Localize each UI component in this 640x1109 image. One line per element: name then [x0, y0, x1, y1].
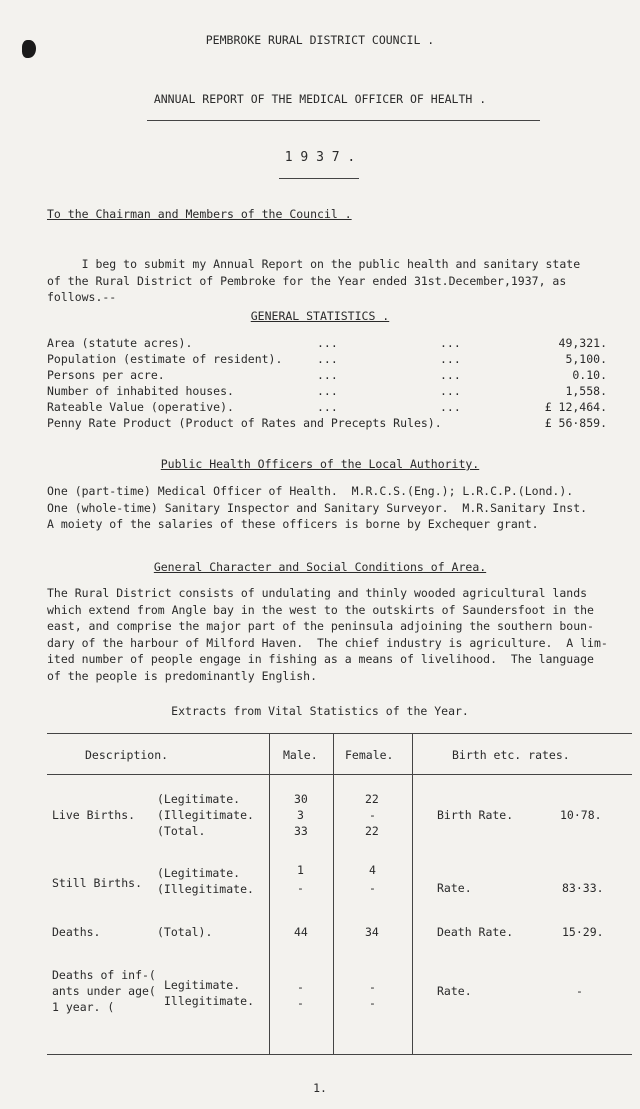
row-label-deaths: Deaths.: [52, 925, 101, 939]
column-header-male: Male.: [283, 748, 318, 762]
female-value: 22: [365, 824, 379, 838]
row-label-infant-deaths: ants under age(: [52, 984, 156, 998]
column-header-female: Female.: [345, 748, 394, 762]
column-divider: [269, 733, 270, 1054]
table-header-rule: [47, 774, 632, 775]
stat-value: 1,558.: [565, 384, 607, 398]
sub-label: (Total.: [157, 824, 206, 838]
table-bottom-rule: [47, 1054, 632, 1055]
female-value: -: [369, 881, 376, 895]
stat-leader: ...: [440, 352, 461, 366]
salutation: To the Chairman and Members of the Council .: [47, 207, 352, 221]
rate-label: Rate.: [437, 984, 472, 998]
intro-paragraph: I beg to submit my Annual Report on the public health and sanitary state of the Rural District of Pembroke for the Year ended 31st.December,1937, as follows.--: [47, 257, 581, 304]
report-title: ANNUAL REPORT OF THE MEDICAL OFFICER OF HEALTH .: [153, 92, 487, 106]
stat-value: £ 56·859.: [544, 416, 607, 430]
column-header-rates: Birth etc. rates.: [452, 748, 570, 762]
stat-row-persons-per-acre: [47, 368, 607, 384]
stat-label: Rateable Value (operative).: [47, 400, 234, 414]
row-label-infant-deaths: Deaths of inf-(: [52, 968, 156, 982]
sub-label: Legitimate.: [164, 978, 241, 992]
male-value: -: [297, 881, 304, 895]
rate-value: 83·33.: [562, 881, 604, 895]
vital-heading: Extracts from Vital Statistics of the Year.: [171, 704, 469, 718]
stat-label: Population (estimate of resident).: [47, 352, 283, 366]
stat-leader: ...: [440, 368, 461, 382]
stat-leader: ...: [317, 336, 338, 350]
female-value: -: [369, 980, 376, 994]
council-heading: PEMBROKE RURAL DISTRICT COUNCIL .: [205, 33, 435, 47]
stat-leader: ...: [317, 368, 338, 382]
general-statistics-heading: GENERAL STATISTICS .: [250, 309, 390, 323]
stat-value: 0.10.: [572, 368, 607, 382]
sub-label: (Illegitimate.: [157, 882, 254, 896]
stat-row-population: [47, 352, 607, 368]
stat-leader: ...: [440, 400, 461, 414]
officers-heading: Public Health Officers of the Local Authority.: [160, 457, 480, 471]
stat-row-houses: [47, 384, 607, 400]
stat-row-area: [47, 336, 607, 352]
stat-label: Area (statute acres).: [47, 336, 193, 350]
page-number: 1.: [313, 1081, 327, 1095]
sub-label: (Legitimate.: [157, 792, 241, 806]
female-value: 22: [365, 792, 379, 806]
male-value: -: [297, 980, 304, 994]
stat-leader: ...: [440, 384, 461, 398]
year-rule: [279, 178, 359, 179]
stat-label: Penny Rate Product (Product of Rates and Precepts Rules).: [47, 416, 442, 430]
stat-value: £ 12,464.: [544, 400, 607, 414]
row-label-infant-deaths: 1 year. (: [52, 1000, 115, 1014]
officers-paragraph: One (part-time) Medical Officer of Health. M.R.C.S.(Eng.); L.R.C.P.(Lond.). One (whole-time) Sanitary Inspector and Sanitary Surveyor. M.R.Sanitary Inst. A moiety of the salaries of these officers is borne by Exchequer grant.: [47, 484, 588, 531]
character-paragraph: The Rural District consists of undulating and thinly wooded agricultural lands which extend from Angle bay in the west to the outskirts of Saundersfoot in the east, and comprise the major part of the peninsula adjoining the southern boun- dary of the harbour of Milford Haven. The chief industry is agriculture. A lim- ited number of people engage in fishing as a means of livelihood. The language of the people is predominantly English.: [47, 586, 608, 683]
male-value: -: [297, 996, 304, 1010]
sub-label: Illegitimate.: [164, 994, 255, 1008]
stat-value: 5,100.: [565, 352, 607, 366]
title-rule: [147, 120, 540, 121]
stat-leader: ...: [317, 400, 338, 414]
female-value: -: [369, 808, 376, 822]
column-divider: [412, 733, 413, 1054]
stat-label: Persons per acre.: [47, 368, 165, 382]
row-label-still-births: Still Births.: [52, 876, 143, 890]
sub-label: (Total).: [157, 925, 213, 939]
table-top-rule: [47, 733, 632, 734]
female-value: -: [369, 996, 376, 1010]
row-label-live-births: Live Births.: [52, 808, 136, 822]
rate-value: 15·29.: [562, 925, 604, 939]
stat-leader: ...: [317, 384, 338, 398]
stat-leader: ...: [317, 352, 338, 366]
character-heading: General Character and Social Conditions of Area.: [153, 560, 487, 574]
sub-label: (Illegitimate.: [157, 808, 254, 822]
stat-leader: ...: [440, 336, 461, 350]
rate-label: Death Rate.: [437, 925, 514, 939]
female-value: 4: [369, 863, 376, 877]
stat-row-penny-rate: [47, 416, 607, 432]
stat-label: Number of inhabited houses.: [47, 384, 234, 398]
column-divider: [333, 733, 334, 1054]
rate-label: Rate.: [437, 881, 472, 895]
female-value: 34: [365, 925, 379, 939]
sub-label: (Legitimate.: [157, 866, 241, 880]
male-value: 1: [297, 863, 304, 877]
male-value: 30: [294, 792, 308, 806]
rate-value: 10·78.: [560, 808, 602, 822]
rate-value: -: [576, 984, 583, 998]
stat-value: 49,321.: [558, 336, 607, 350]
male-value: 3: [297, 808, 304, 822]
column-header-description: Description.: [85, 748, 169, 762]
stat-row-rateable-value: [47, 400, 607, 416]
report-year: 1 9 3 7 .: [284, 150, 356, 165]
male-value: 44: [294, 925, 308, 939]
rate-label: Birth Rate.: [437, 808, 514, 822]
male-value: 33: [294, 824, 308, 838]
